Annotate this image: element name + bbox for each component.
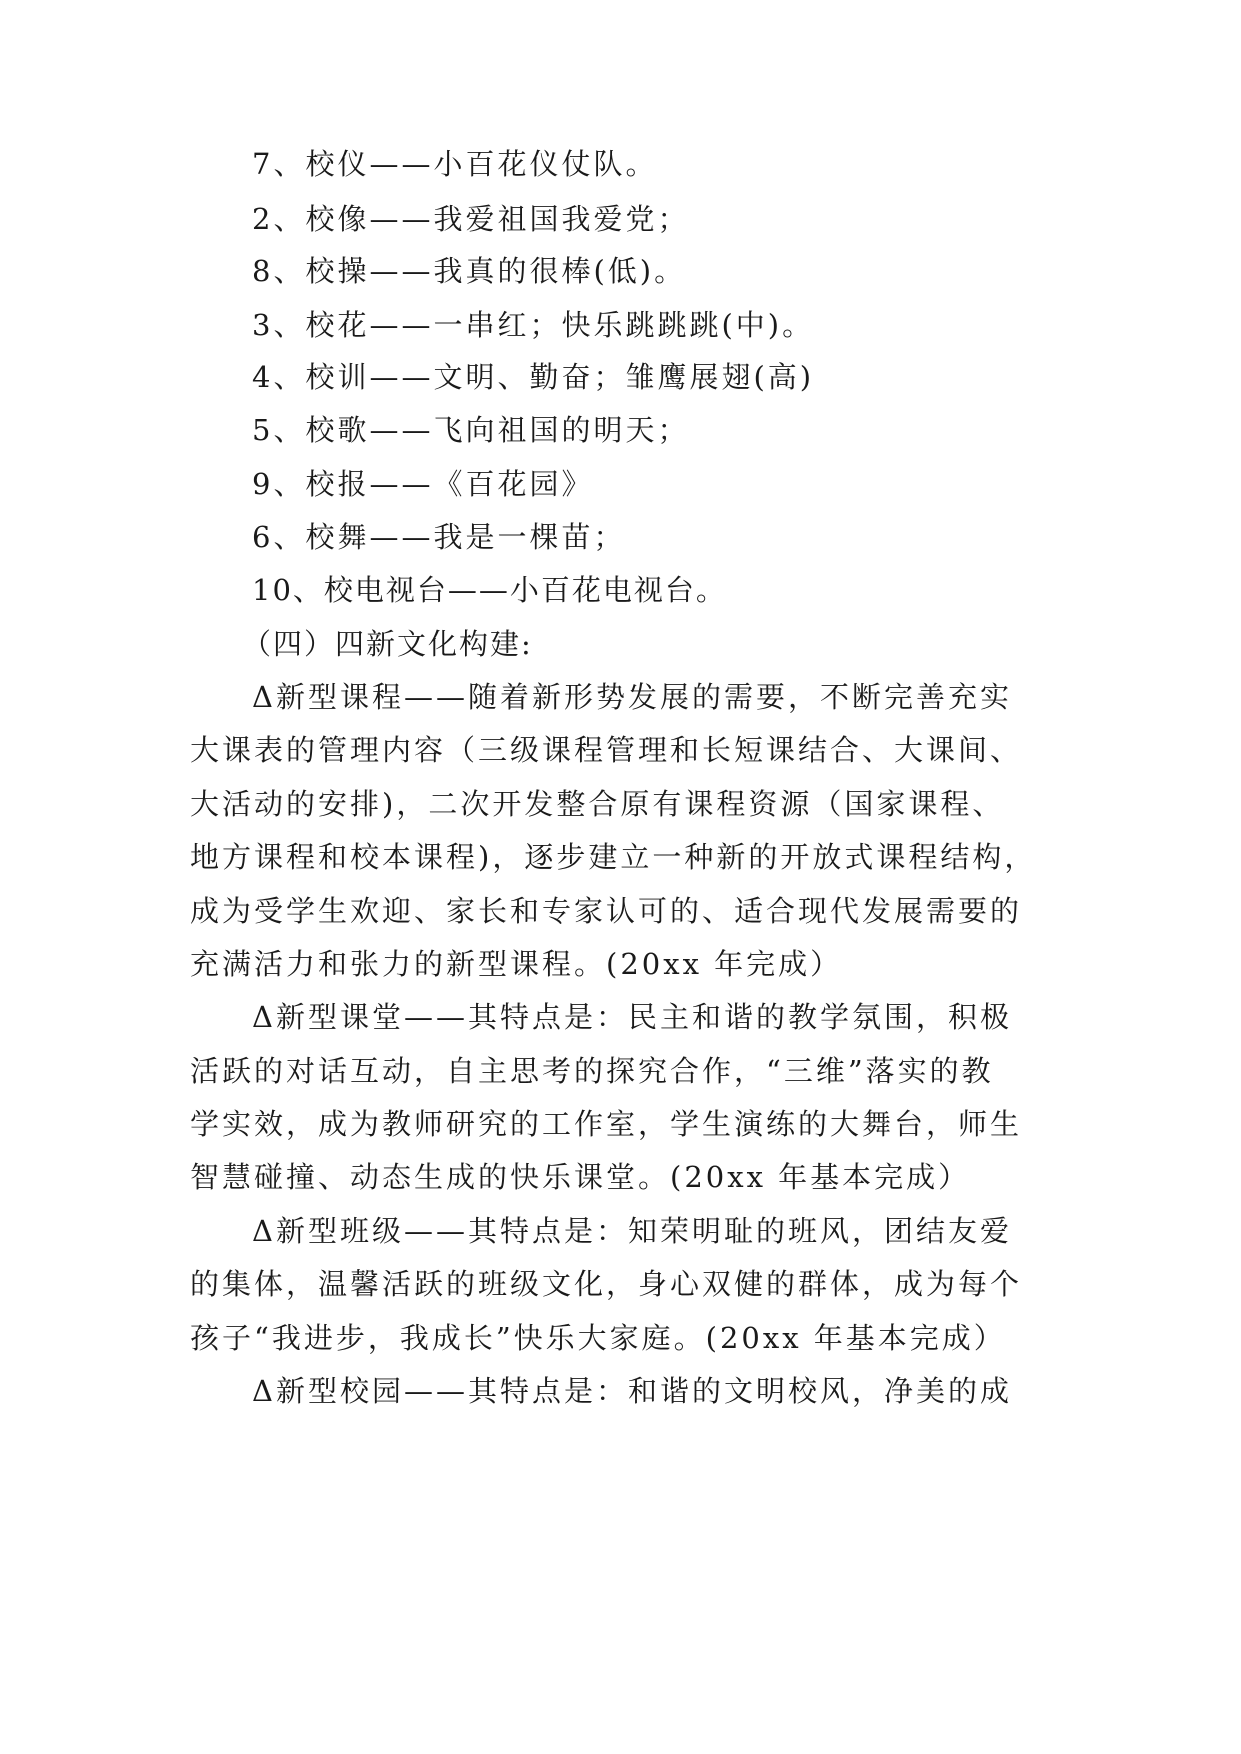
paragraph-line: Δ新型班级——其特点是：知荣明耻的班风，团结友爱 — [252, 1214, 1012, 1248]
list-item: 4、校训——文明、勤奋；雏鹰展翅(高) — [252, 360, 815, 394]
paragraph-line: 活跃的对话互动，自主思考的探究合作，“三维”落实的教 — [190, 1054, 994, 1088]
paragraph-line: 大课表的管理内容（三级课程管理和长短课结合、大课间、 — [190, 733, 1023, 767]
paragraph-line: 成为受学生欢迎、家长和专家认可的、适合现代发展需要的 — [190, 894, 1023, 928]
list-item: 10、校电视台——小百花电视台。 — [252, 573, 727, 607]
list-item: 9、校报——《百花园》 — [252, 467, 594, 501]
list-item: 6、校舞——我是一棵苗； — [252, 520, 626, 554]
list-item: 7、校仪——小百花仪仗队。 — [252, 147, 658, 181]
paragraph-line: 的集体，温馨活跃的班级文化，身心双健的群体，成为每个 — [190, 1267, 1023, 1301]
paragraph-line: 充满活力和张力的新型课程。(20xx 年完成） — [190, 947, 843, 981]
paragraph-line: Δ新型课程——随着新形势发展的需要，不断完善充实 — [252, 680, 1012, 714]
paragraph-line: 大活动的安排)，二次开发整合原有课程资源（国家课程、 — [190, 787, 1005, 821]
list-item: 2、校像——我爱祖国我爱党； — [252, 202, 690, 236]
paragraph-line: 学实效，成为教师研究的工作室，学生演练的大舞台，师生 — [190, 1107, 1023, 1141]
section-heading: （四）四新文化构建: — [242, 627, 533, 661]
paragraph-line: Δ新型课堂——其特点是：民主和谐的教学氛围，积极 — [252, 1000, 1012, 1034]
list-item: 3、校花——一串红；快乐跳跳跳(中)。 — [252, 308, 815, 342]
list-item: 8、校操——我真的很棒(低)。 — [252, 254, 687, 288]
paragraph-line: Δ新型校园——其特点是：和谐的文明校风，净美的成 — [252, 1374, 1012, 1408]
list-item: 5、校歌——飞向祖国的明天； — [252, 413, 690, 447]
paragraph-line: 孩子“我进步，我成长”快乐大家庭。(20xx 年基本完成） — [190, 1321, 1006, 1355]
paragraph-line: 地方课程和校本课程)，逐步建立一种新的开放式课程结构， — [190, 840, 1037, 874]
paragraph-line: 智慧碰撞、动态生成的快乐课堂。(20xx 年基本完成） — [190, 1160, 971, 1194]
